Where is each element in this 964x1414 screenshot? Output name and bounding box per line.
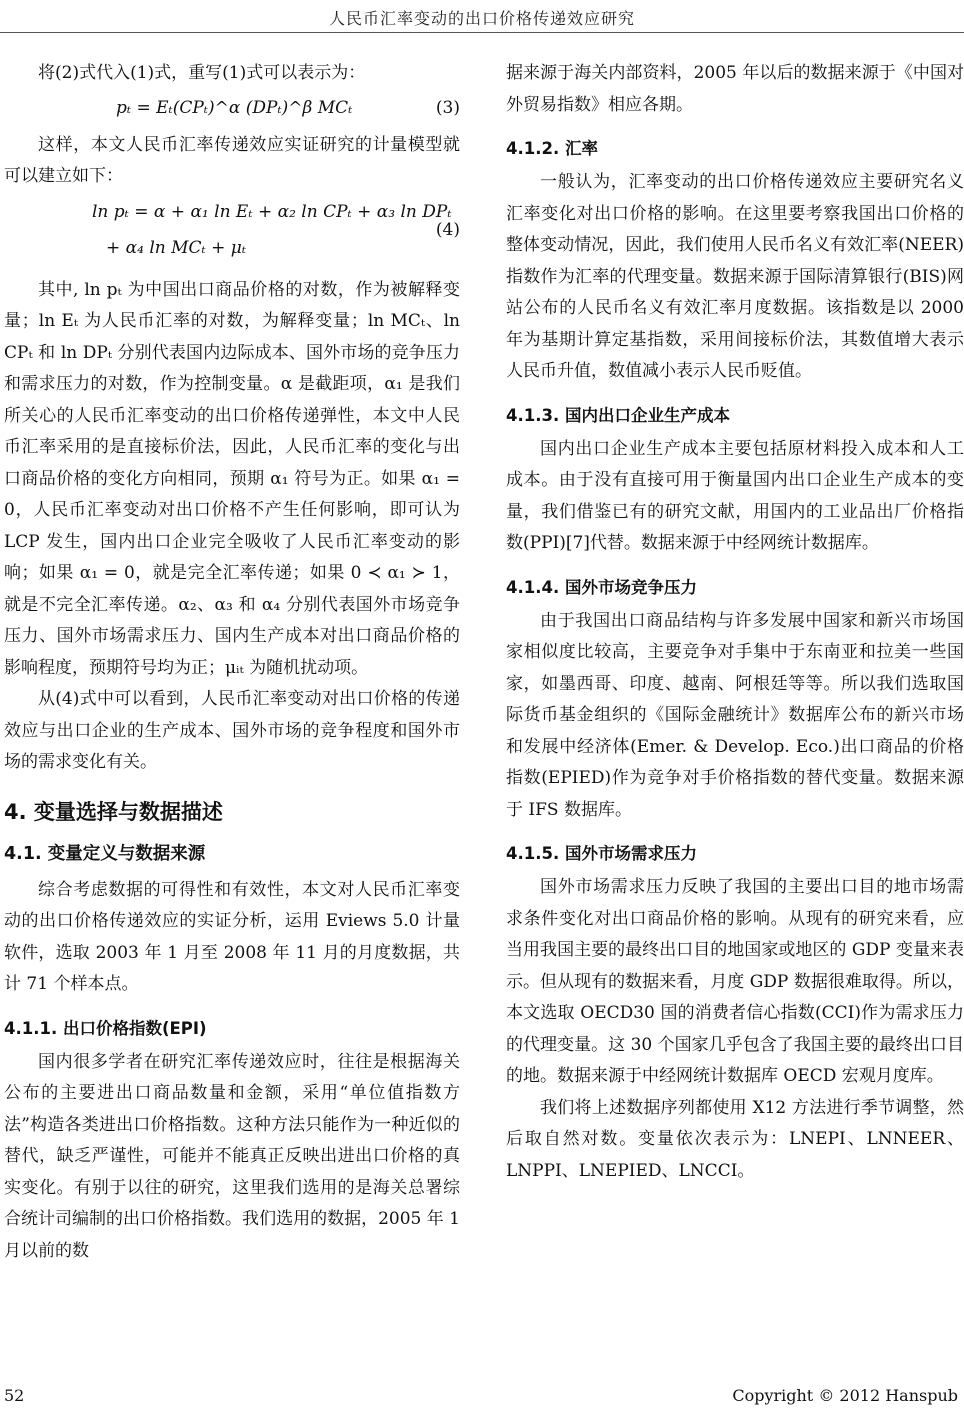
right-column (506, 58, 964, 1187)
header-rule (0, 32, 964, 33)
equation-3-formula: pₜ = Eₜ(CPₜ)^α (DPₜ)^β MCₜ (116, 97, 353, 118)
equation-3-number: (3) (435, 97, 460, 118)
model-paragraph: 这样，本文人民币汇率传递效应实证研究的计量模型就可以建立如下： (4, 134, 460, 186)
data-paragraph: 综合考虑数据的可得性和有效性，本文对人民币汇率变动的出口价格传递效应的实证分析，运用 Eviews 5.0 计量软件，选取 2003 年 1 月至 2008 年 11 月的月度数据，共计 71 个样本点。 (4, 879, 460, 994)
seasonal-adjustment-paragraph: 我们将上述数据序列都使用 X12 方法进行季节调整，然后取自然对数。变量依次表示为：LNEPI、LNNEER、LNPPI、LNEPIED、LNCCI。 (506, 1097, 964, 1181)
page-number: 52 (4, 1386, 25, 1405)
section-4-1-heading: 4.1. 变量定义与数据来源 (4, 843, 206, 864)
epi-continued-paragraph: 据来源于海关内部资料，2005 年以后的数据来源于《中国对外贸易指数》相应各期。 (506, 63, 964, 115)
section-4-1-4-heading: 4.1.4. 国外市场竞争压力 (506, 577, 697, 597)
section-4-heading: 4. 变量选择与数据描述 (4, 799, 223, 824)
copyright-notice: Copyright © 2012 Hanspub (732, 1386, 958, 1405)
demand-pressure-paragraph: 国外市场需求压力反映了我国的主要出口目的地市场需求条件变化对出口商品价格的影响。从现有的研究来看，应当用我国主要的最终出口目的地国家或地区的 GDP 变量来表示。但从现有的数据来看，月度 GDP 数据很难取得。所以，本文选取 OECD30 国的消费者信心指数(CCI)作为需求压力的代理变量。这 30 个国家几乎包含了我国主要的最终出口目的地。数据来源于中经网统计数据库 OECD 宏观月度库。 (506, 877, 964, 1086)
section-4-1-2-heading: 4.1.2. 汇率 (506, 139, 598, 158)
conclusion-paragraph: 从(4)式中可以看到，人民币汇率变动对出口价格的传递效应与出口企业的生产成本、国外市场的竞争程度和国外市场的需求变化有关。 (4, 689, 460, 772)
equation-4-line-2: + α₄ ln MCₜ + μₜ (106, 237, 247, 258)
variable-explanation-paragraph: 其中, ln pₜ 为中国出口商品价格的对数，作为被解释变量；ln Eₜ 为人民币汇率的对数，为解释变量；ln MCₜ、ln CPₜ 和 ln DPₜ 分别代表国内边际成本、国外市场的竞争压力和需求压力的对数，作为控制变量。α 是截距项，α₁ 是我们所关心的人民币汇率变动的出口价格传递弹性，本文中人民币汇率采用的是直接标价法，因此，人民币汇率的变化与出口商品价格的变化方向相同，预期 α₁ 符号为正。如果 α₁ = 0，人民币汇率变动对出口价格不产生任何影响，即可认为 LCP 发生，国内出口企业完全吸收了人民币汇率变动的影响；如果 α₁ = 0，就是完全汇率传递；如果 0 ≺ α₁ ≻ 1，就是不完全汇率传递。α₂、α₃ 和 α₄ 分别代表国外市场竞争压力、国外市场需求压力、国内生产成本对出口商品价格的影响程度，预期符号均为正；μᵢₜ 为随机扰动项。 (4, 279, 460, 678)
production-cost-paragraph: 国内出口企业生产成本主要包括原材料投入成本和人工成本。由于没有直接可用于衡量国内出口企业生产成本的变量，我们借鉴已有的研究文献，用国内的工业品出厂价格指数(PPI)[7]代替。数据来源于中经网统计数据库。 (506, 438, 964, 553)
exchange-rate-paragraph: 一般认为，汇率变动的出口价格传递效应主要研究名义汇率变化对出口价格的影响。在这里要考察我国出口价格的整体变动情况，因此，我们使用人民币名义有效汇率(NEER)指数作为汇率的代理变量。数据来源于国际清算银行(BIS)网站公布的人民币名义有效汇率月度数据。该指数是以 2000 年为基期计算定基指数，采用间接标价法，其数值增大表示人民币升值，数值减小表示人民币贬值。 (506, 172, 964, 381)
equation-3 (4, 90, 460, 126)
equation-4 (4, 193, 460, 275)
competition-pressure-paragraph: 由于我国出口商品结构与许多发展中国家和新兴市场国家相似度比较高，主要竞争对手集中于东南亚和拉美一些国家，如墨西哥、印度、越南、阿根廷等等。所以我们选取国际货币基金组织的《国际金融统计》数据库公布的新兴市场和发展中经济体(Emer. & Develop. Eco.)出口商品的价格指数(EPIED)作为竞争对手价格指数的替代变量。数据来源于 IFS 数据库。 (506, 610, 964, 820)
section-4-1-3-heading: 4.1.3. 国内出口企业生产成本 (506, 405, 730, 425)
section-4-1-1-heading: 4.1.1. 出口价格指数(EPI) (4, 1018, 207, 1038)
equation-4-number: (4) (435, 219, 460, 240)
left-column (4, 58, 460, 1267)
intro-paragraph: 将(2)式代入(1)式，重写(1)式可以表示为： (38, 63, 366, 83)
equation-4-line-1: ln pₜ = α + α₁ ln Eₜ + α₂ ln CPₜ + α₃ ln DPₜ (92, 201, 452, 222)
epi-paragraph: 国内很多学者在研究汇率传递效应时，往往是根据海关公布的主要进出口商品数量和金额，采用“单位值指数方法”构造各类进出口价格指数。这种方法只能作为一种近似的替代，缺乏严谨性，可能并不能真正反映出进出口价格的真实变化。有别于以往的研究，这里我们选用的是海关总署综合统计司编制的出口价格指数。我们选用的数据，2005 年 1 月以前的数 (4, 1051, 460, 1261)
running-header: 人民币汇率变动的出口价格传递效应研究 (328, 9, 635, 28)
section-4-1-5-heading: 4.1.5. 国外市场需求压力 (506, 844, 697, 863)
